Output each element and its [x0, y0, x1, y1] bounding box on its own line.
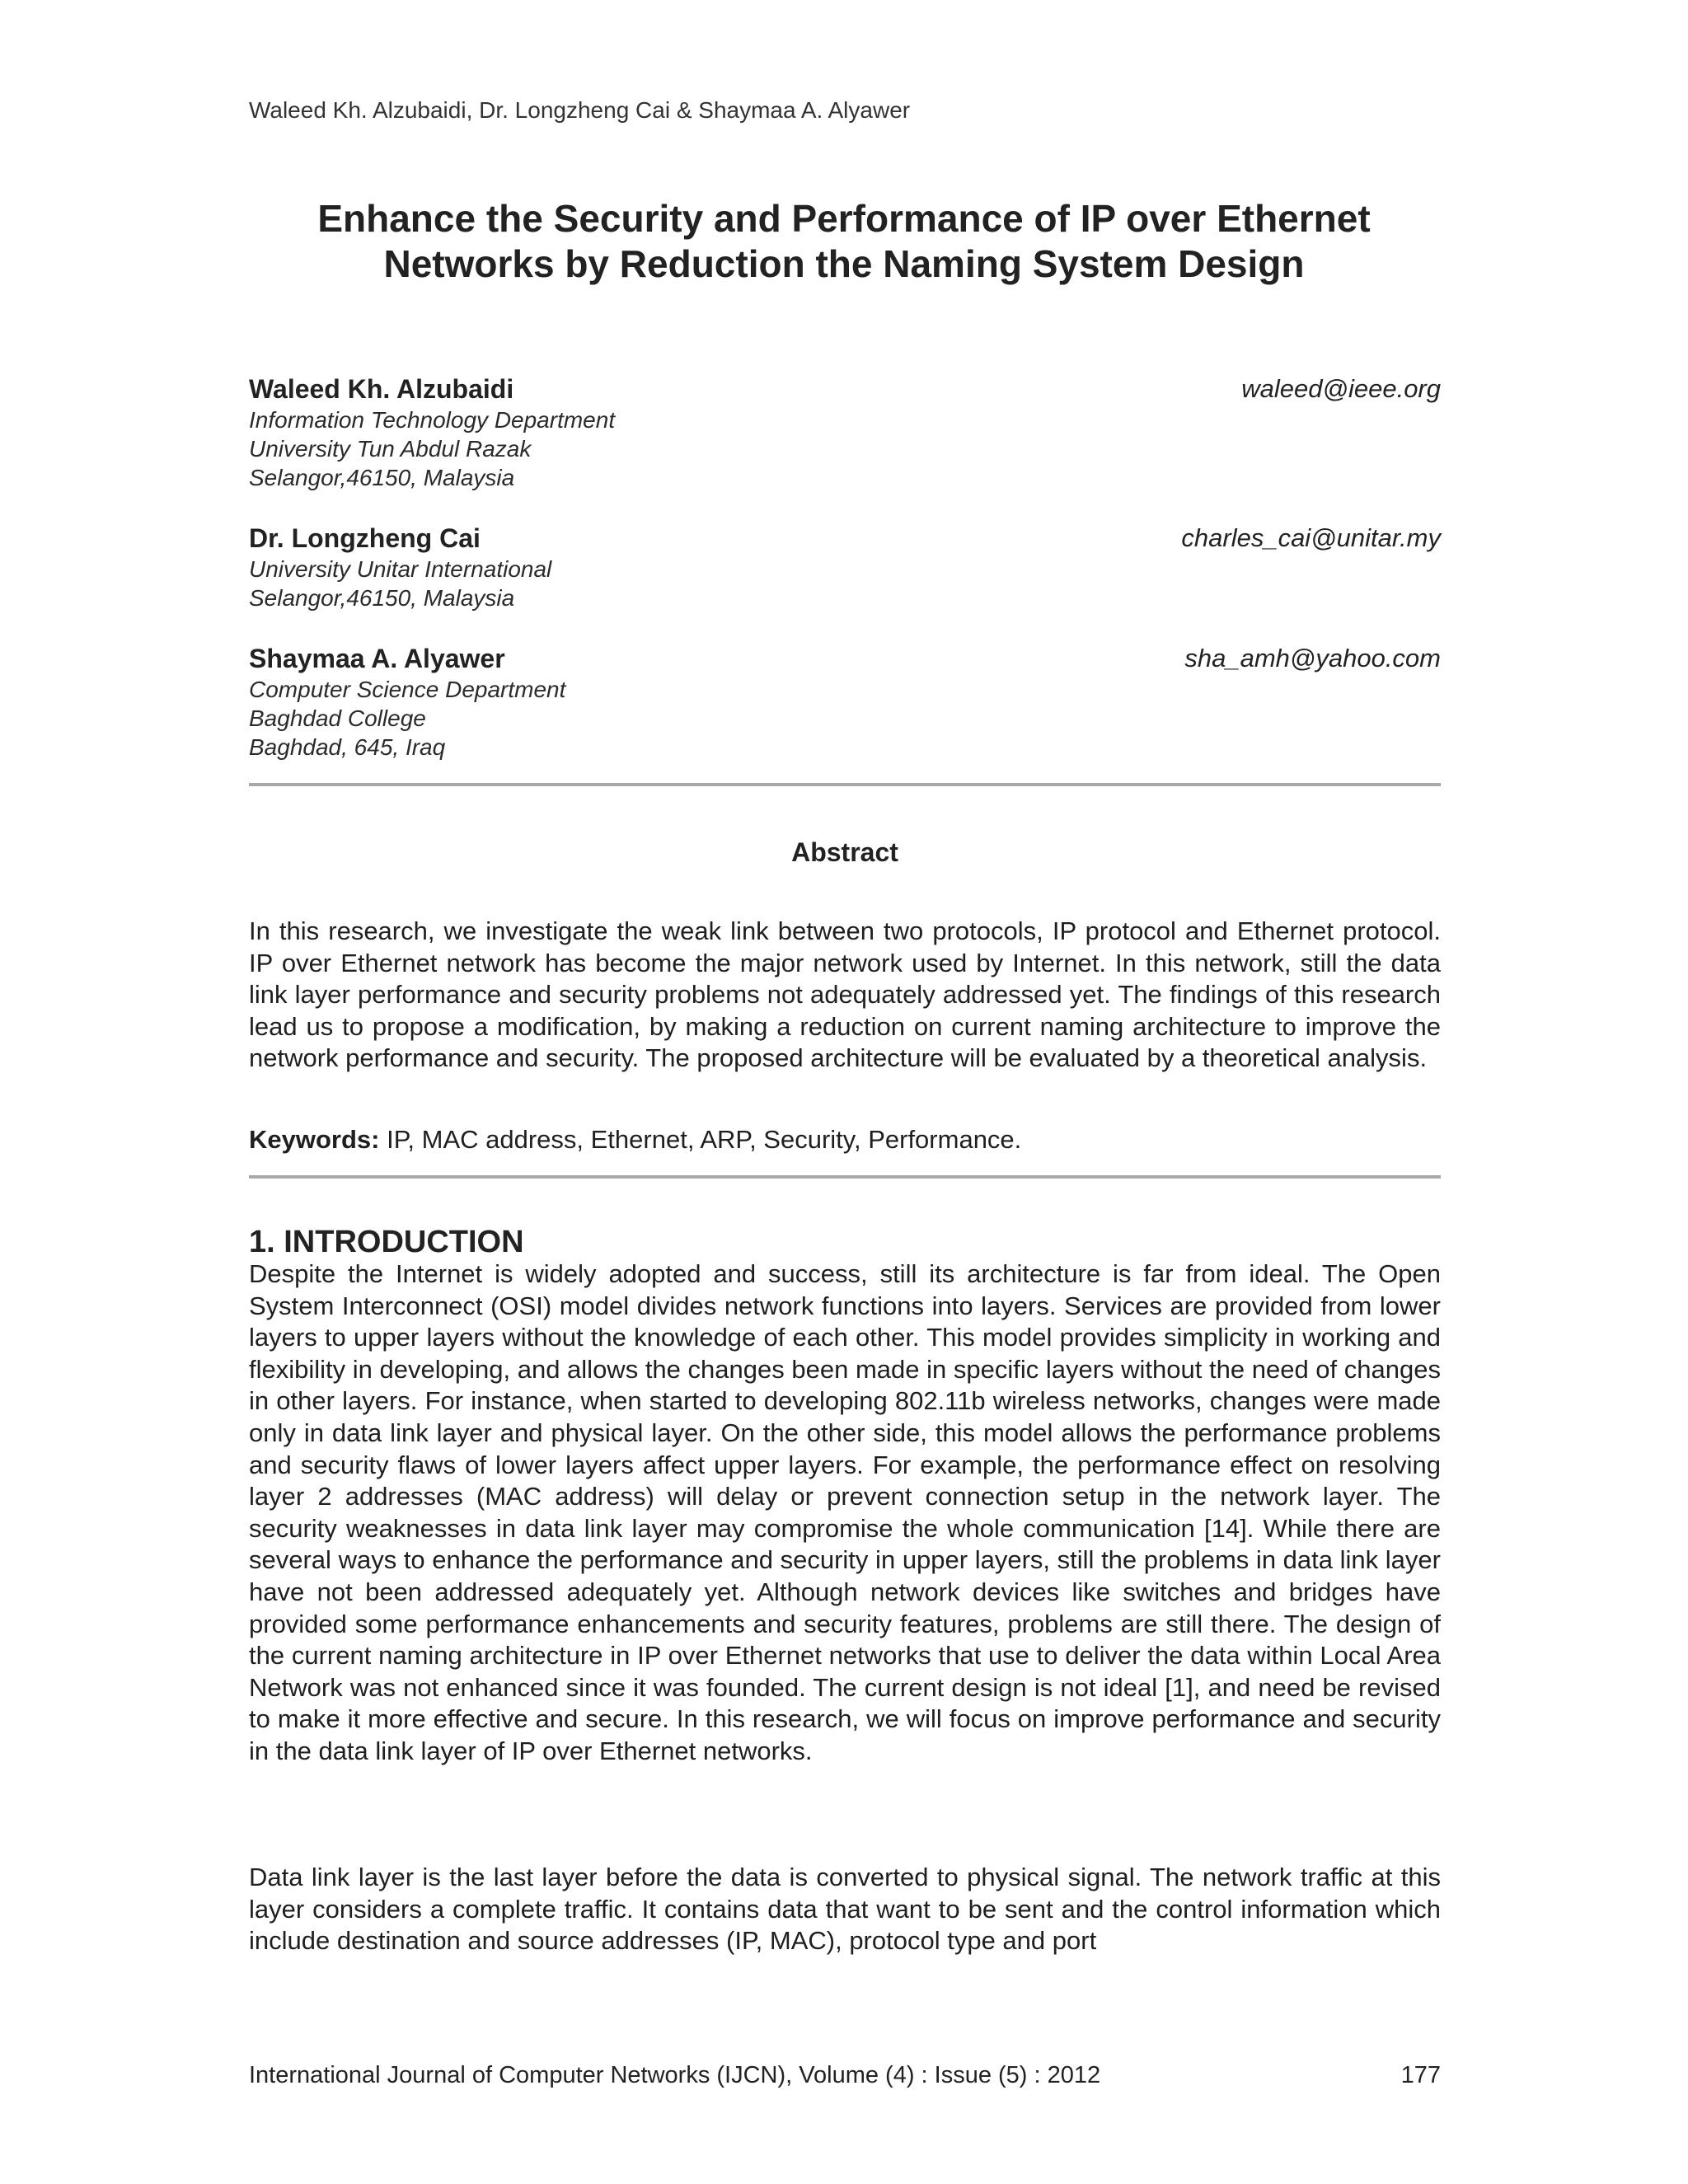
author-affiliation-line: Selangor,46150, Malaysia: [249, 585, 515, 611]
page-number: 177: [1400, 2062, 1441, 2088]
author-email: sha_amh@yahoo.com: [1184, 644, 1441, 673]
author-affiliation-line: Baghdad, 645, Iraq: [249, 734, 446, 760]
author-affiliation-line: University Unitar International: [249, 556, 552, 582]
author-affiliation-line: Information Technology Department: [249, 407, 616, 433]
section-divider: [249, 783, 1441, 786]
author-affiliation-line: Computer Science Department: [249, 677, 566, 702]
keywords: [249, 1124, 1441, 1155]
keywords-text: IP, MAC address, Ethernet, ARP, Security, Performance.: [379, 1125, 1022, 1154]
author-name: Waleed Kh. Alzubaidi: [249, 374, 514, 404]
author-affiliation-line: Baghdad College: [249, 705, 426, 731]
footer-journal: International Journal of Computer Networks (IJCN), Volume (4) : Issue (5) : 2012: [249, 2062, 1101, 2088]
author-affiliation-line: Selangor,46150, Malaysia: [249, 465, 515, 490]
author-affiliation-line: University Tun Abdul Razak: [249, 436, 532, 462]
introduction-paragraph: Data link layer is the last layer before the data is converted to physical signal. The network traffic at this layer considers a complete traffic. It contains data that want to be sent and the control information which include destination and source addresses (IP, MAC), protocol type and port: [249, 1863, 1441, 1956]
author-block: [249, 373, 1441, 492]
author-email: charles_cai@unitar.my: [1181, 523, 1441, 552]
paper-title-line-2: Networks by Reduction the Naming System Design: [383, 242, 1305, 285]
abstract-heading: Abstract: [791, 837, 898, 867]
author-name: Shaymaa A. Alyawer: [249, 644, 505, 673]
introduction-heading: 1. INTRODUCTION: [249, 1225, 524, 1259]
author-block: [249, 642, 1441, 762]
abstract-text: In this research, we investigate the weak link between two protocols, IP protocol and Ethernet protocol. IP over Ethernet network has become the major network used by Internet. In this network, still the data link layer performance and security problems not adequately addressed yet. The findings of this research lead us to propose a modification, by making a reduction on current naming architecture to improve the network performance and security. The proposed architecture will be evaluated by a theoretical analysis.: [249, 916, 1441, 1073]
paper-title: [247, 196, 1441, 287]
author-email: waleed@ieee.org: [1241, 374, 1441, 403]
author-list: [249, 373, 1441, 791]
introduction-paragraph: Despite the Internet is widely adopted and success, still its architecture is far from ideal. The Open System Interconnect (OSI) model divides network functions into layers. Services are provided from lower layers to upper layers without the knowledge of each other. This model provides simplicity in working and flexibility in developing, and allows the changes been made in specific layers without the need of changes in other layers. For instance, when started to developing 802.11b wireless networks, changes were made only in data link layer and physical layer. On the other side, this model allows the performance problems and security flaws of lower layers affect upper layers. For example, the performance effect on resolving layer 2 addresses (MAC address) will delay or prevent connection setup in the network layer. The security weaknesses in data link layer may compromise the whole communication [14]. While there are several ways to enhance the performance and security in upper layers, still the problems in data link layer have not been addressed adequately yet. Although network devices like switches and bridges have provided some performance enhancements and security features, problems are still there. The design of the current naming architecture in IP over Ethernet networks that use to deliver the data within Local Area Network was not enhanced since it was founded. The current design is not ideal [1], and need be revised to make it more effective and secure. In this research, we will focus on improve performance and security in the data link layer of IP over Ethernet networks.: [249, 1259, 1441, 1765]
section-divider: [249, 1175, 1441, 1179]
paper-title-line-1: Enhance the Security and Performance of IP over Ethernet: [317, 197, 1371, 240]
running-head: Waleed Kh. Alzubaidi, Dr. Longzheng Cai & Shaymaa A. Alyawer: [249, 97, 911, 123]
author-name: Dr. Longzheng Cai: [249, 523, 481, 553]
keywords-label: Keywords:: [249, 1125, 380, 1154]
author-block: [249, 522, 1441, 612]
